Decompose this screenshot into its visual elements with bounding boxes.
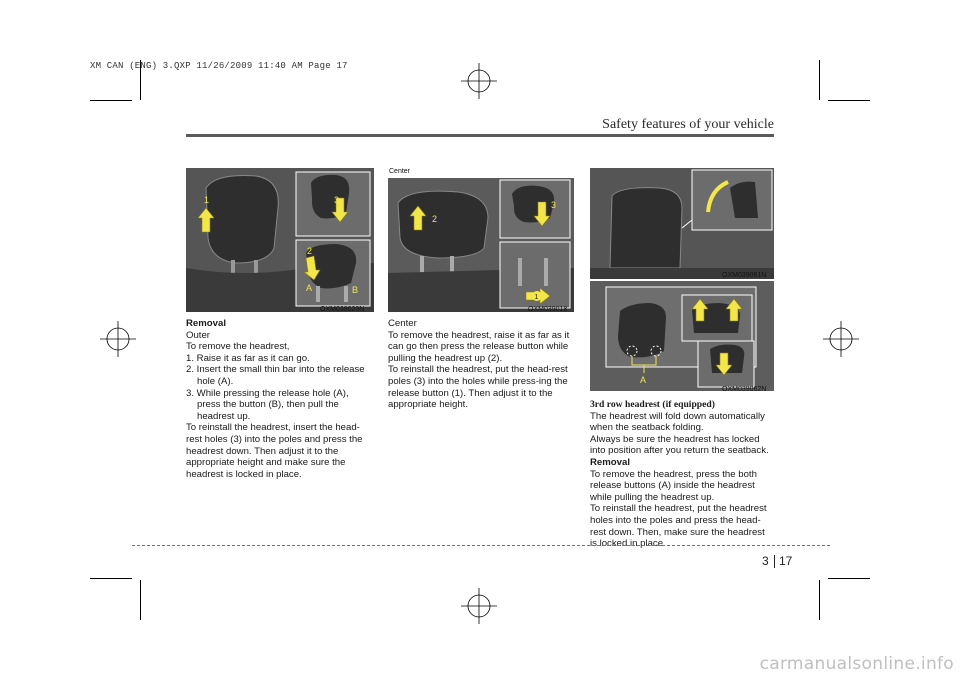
headrest-outer-illustration [186,168,374,312]
figure-label: 3 [334,195,340,205]
third-row-fold-illustration [590,168,774,279]
figure-code: OXM039018 [528,306,568,313]
figure-label: 1 [534,294,539,301]
crop-mark [828,578,870,579]
crop-mark [819,60,820,100]
third-row-removal-illustration [590,281,774,391]
figure-label: A [640,375,647,385]
figure-code: OXM039020N [320,306,365,313]
subheading: Removal [590,456,630,468]
section-heading: 3rd row headrest (if equipped) [590,399,715,410]
headrest-figure-3rd-row-removal [590,281,774,391]
figure-label: B [352,285,359,295]
figure-label: 3 [551,200,557,210]
file-header: XM CAN (ENG) 3.QXP 11/26/2009 11:40 AM Page 17 [90,61,348,71]
bottom-rule [132,545,830,546]
headrest-center-illustration [388,178,574,312]
chapter-number: 3 [762,554,769,568]
title-rule [186,134,774,137]
paragraph: To remove the headrest, press the both release buttons (A) inside the headrest while pulling the headrest up. [590,468,757,503]
watermark: carmanualsonline.info [759,654,954,674]
column-outer-removal [186,318,374,480]
page-number-separator [774,555,775,568]
section-heading: Center [388,318,417,329]
page-number: 17 [779,554,793,568]
figure-label: 1 [204,195,210,205]
figure-label: A [306,283,313,293]
crop-mark [90,578,132,579]
paragraph: To reinstall the headrest, put the head-rest poles (3) into the holes while press-ing the release button (1). Then adjust it to the appropriate height. [388,364,568,411]
registration-mark-icon [461,63,497,99]
crop-mark [90,100,132,101]
headrest-figure-center [388,178,574,312]
figure-code: OXM039061N [722,272,767,279]
crop-mark [819,580,820,620]
paragraph: Always be sure the headrest has locked into position after you return the seatback. [590,433,769,457]
column-third-row [590,399,774,550]
paragraph: The headrest will fold down automatically when the seatback folding. [590,410,765,434]
list-item: 1. Raise it as far as it can go. [186,352,310,364]
column-center-removal [388,318,574,411]
headrest-figure-3rd-row-fold [590,168,774,279]
registration-mark-icon [100,321,136,357]
paragraph: To remove the headrest, raise it as far as it can go then press the release button while pulling the headrest up (2). [388,329,570,364]
headrest-figure-outer [186,168,374,312]
section-heading: Removal [186,318,226,329]
paragraph: To reinstall the headrest, put the headrest holes into the poles and press the head-rest down. Then, make sure the headrest is locked in place. [590,503,767,550]
registration-mark-icon [461,588,497,624]
subheading: Outer [186,329,210,341]
registration-mark-icon [823,321,859,357]
figure-caption: Center [389,168,411,175]
list-item: 2. Insert the small thin bar into the release hole (A). [186,364,365,387]
crop-mark [828,100,870,101]
figure-label: 2 [432,214,438,224]
paragraph: To remove the headrest, [186,341,290,353]
crop-mark [140,580,141,620]
list-item: 3. While pressing the release hole (A), press the button (B), then pull the headrest up. [186,387,349,422]
section-title: Safety features of your vehicle [602,117,774,132]
paragraph: To reinstall the headrest, insert the head-rest holes (3) into the poles and press the headrest down. Then adjust it to the appropriate height and make sure the headrest is locked in place. [186,422,363,480]
figure-label: 2 [307,246,313,256]
figure-code: OXM039062N [722,386,767,393]
